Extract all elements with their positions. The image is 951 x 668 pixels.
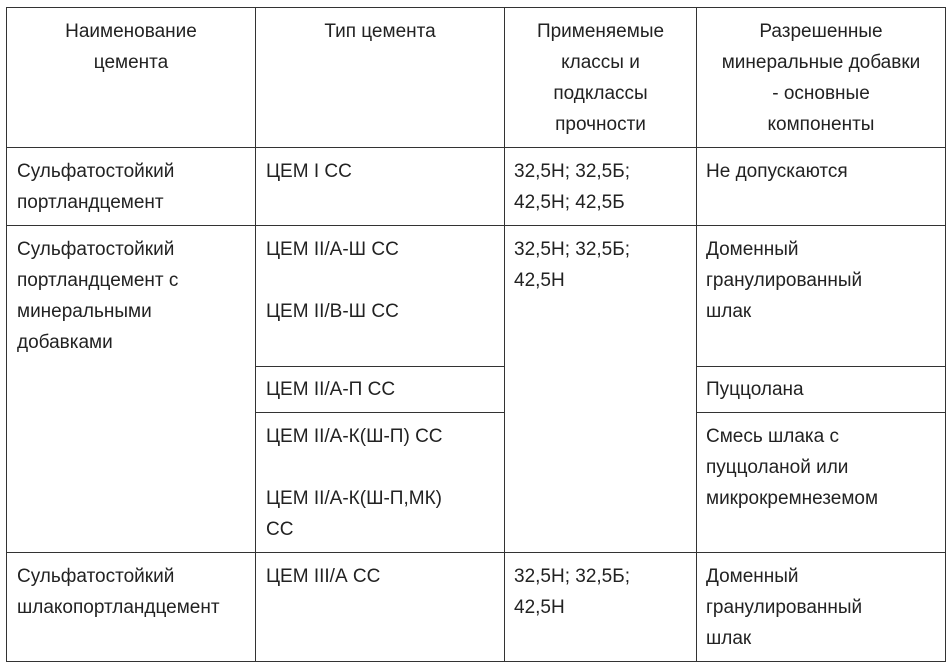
row1-cement-name: Сульфатостойкий портландцемент: [17, 161, 175, 213]
subrow-divider-1: [255, 366, 504, 367]
row1-additives: Не допускаются: [706, 161, 848, 182]
header-cement-type: Тип цемента: [324, 21, 436, 42]
col-divider-1: [255, 7, 256, 662]
row-divider-2: [6, 552, 945, 553]
table-border-bottom: [6, 661, 945, 662]
row2-type-a-k-mk: ЦЕМ II/А-К(Ш-П,МК) СС: [266, 488, 442, 540]
row-divider-1: [6, 225, 945, 226]
header-strength-classes: Применяемые классы и подклассы прочности: [536, 21, 665, 135]
header-cement-name: Наименование цемента: [65, 21, 197, 73]
table-border-top: [6, 7, 945, 8]
row1-strength-classes: 32,5Н; 32,5Б; 42,5Н; 42,5Б: [514, 161, 630, 213]
header-divider: [6, 147, 945, 148]
row2-strength-classes: 32,5Н; 32,5Б; 42,5Н: [514, 239, 630, 291]
row1-cement-type: ЦЕМ I СС: [266, 161, 352, 182]
row2-type-a-sh: ЦЕМ II/А-Ш СС: [266, 239, 399, 260]
row3-strength-classes: 32,5Н; 32,5Б; 42,5Н: [514, 566, 630, 618]
row2-type-a-p: ЦЕМ II/А-П СС: [266, 379, 396, 400]
row3-cement-type: ЦЕМ III/А СС: [266, 566, 381, 587]
row2-additive-slag: Доменный гранулированный шлак: [706, 239, 863, 322]
subrow-divider-1b: [696, 366, 945, 367]
subrow-divider-2b: [696, 412, 945, 413]
row2-additive-mix: Смесь шлака с пуццоланой или микрокремнеземом: [706, 426, 879, 509]
row3-additives: Доменный гранулированный шлак: [706, 566, 863, 649]
row2-type-b-sh: ЦЕМ II/В-Ш СС: [266, 301, 399, 322]
table-border-left: [6, 7, 7, 662]
row2-cement-name: Сульфатостойкий портландцемент с минеральными добавками: [17, 239, 179, 353]
header-mineral-additives: Разрешенные минеральные добавки - основные компоненты: [721, 21, 921, 135]
subrow-divider-2: [255, 412, 504, 413]
row2-type-a-k: ЦЕМ II/А-К(Ш-П) СС: [266, 426, 443, 447]
row2-additive-pozzolan: Пуццолана: [706, 379, 804, 400]
row3-cement-name: Сульфатостойкий шлакопортландцемент: [17, 566, 220, 618]
